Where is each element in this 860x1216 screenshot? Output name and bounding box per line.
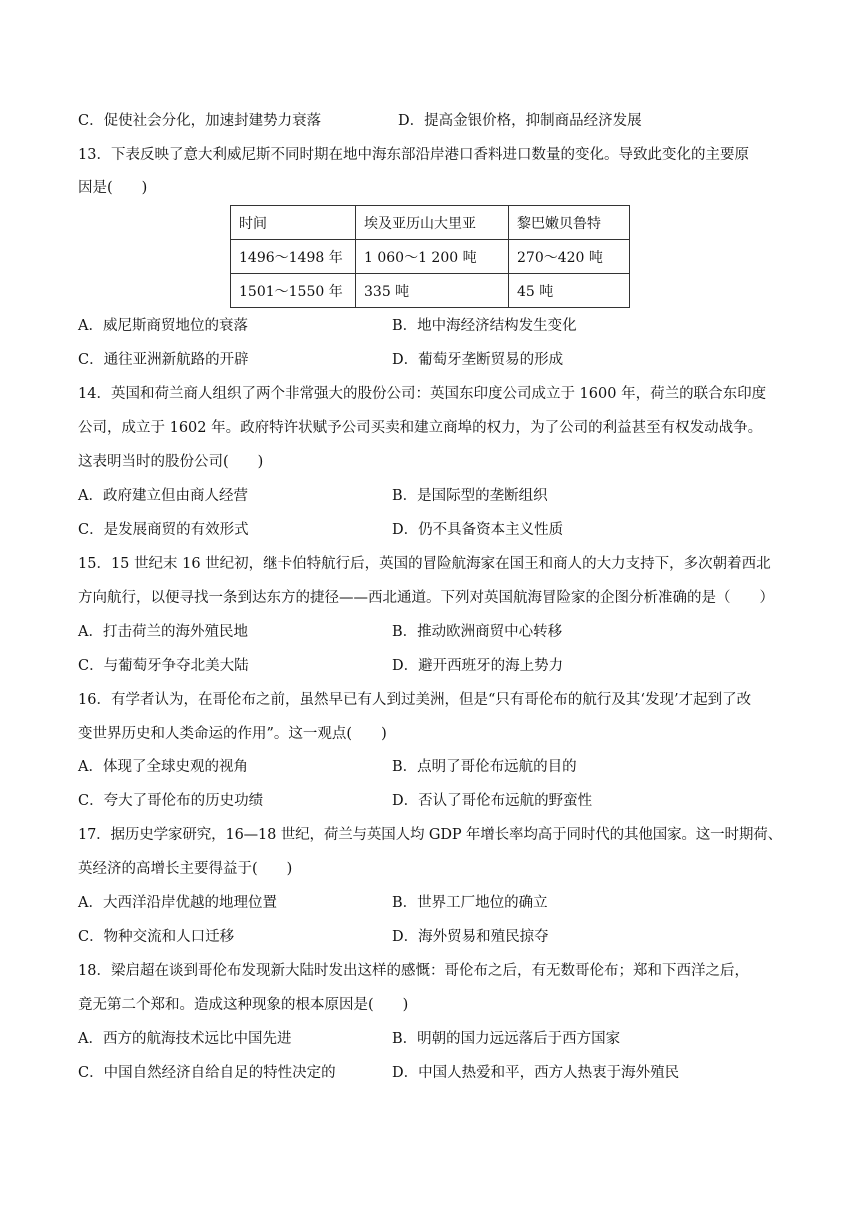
table-header-cell: 黎巴嫩贝鲁特	[509, 206, 630, 240]
q14-option-b: B．是国际型的垄断组织	[392, 488, 548, 504]
q12-option-c: C．促使社会分化，加速封建势力衰落	[78, 113, 322, 129]
q15-option-b: B．推动欧洲商贸中心转移	[392, 624, 563, 640]
q13-option-c: C．通往亚洲新航路的开辟	[78, 352, 249, 368]
q15-option-a: A．打击荷兰的海外殖民地	[78, 624, 248, 640]
q15-option-d: D．避开西班牙的海上势力	[392, 658, 564, 674]
q16-option-a: A．体现了全球史观的视角	[78, 759, 248, 775]
table-header-cell: 时间	[231, 206, 356, 240]
table-cell: 45 吨	[509, 274, 630, 308]
spice-import-table	[230, 205, 630, 308]
q16-option-c: C．夸大了哥伦布的历史功绩	[78, 793, 264, 809]
q14-option-c: C．是发展商贸的有效形式	[78, 522, 249, 538]
q15-stem-line-2: 方向航行，以便寻找一条到达东方的捷径——西北通道。下列对英国航海冒险家的企图分析准确的是（ ）	[78, 590, 774, 606]
table-header-row	[231, 206, 630, 240]
q17-option-a: A．大西洋沿岸优越的地理位置	[78, 895, 277, 911]
q14-option-a: A．政府建立但由商人经营	[78, 488, 248, 504]
q17-option-d: D．海外贸易和殖民掠夺	[392, 929, 549, 945]
q14-option-d: D．仍不具备资本主义性质	[392, 522, 564, 538]
table-row	[231, 240, 630, 274]
table-cell: 270～420 吨	[509, 240, 630, 274]
q13-stem-line-1: 13．下表反映了意大利威尼斯不同时期在地中海东部沿岸港口香料进口数量的变化。导致此变化的主要原	[78, 147, 749, 163]
q15-stem-line-1: 15．15 世纪末 16 世纪初，继卡伯特航行后，英国的冒险航海家在国王和商人的大力支持下，多次朝着西北	[78, 556, 771, 572]
q13-option-d: D．葡萄牙垄断贸易的形成	[392, 352, 564, 368]
q17-option-c: C．物种交流和人口迁移	[78, 929, 235, 945]
q16-option-b: B．点明了哥伦布远航的目的	[392, 759, 577, 775]
q18-option-d: D．中国人热爱和平，西方人热衷于海外殖民	[392, 1065, 680, 1081]
q17-stem-line-1: 17．据历史学家研究，16—18 世纪，荷兰与英国人均 GDP 年增长率均高于同时代的其他国家。这一时期荷、	[78, 827, 783, 843]
q18-stem-line-1: 18．梁启超在谈到哥伦布发现新大陆时发出这样的感慨：哥伦布之后，有无数哥伦布；郑和下西洋之后，	[78, 963, 749, 979]
q12-option-d: D．提高金银价格，抑制商品经济发展	[398, 113, 642, 129]
q14-stem-line-3: 这表明当时的股份公司( )	[78, 454, 264, 470]
q18-stem-line-2: 竟无第二个郑和。造成这种现象的根本原因是( )	[78, 997, 409, 1013]
q16-option-d: D．否认了哥伦布远航的野蛮性	[392, 793, 593, 809]
table-cell: 1496～1498 年	[231, 240, 356, 274]
table-cell: 335 吨	[356, 274, 509, 308]
table-cell: 1501～1550 年	[231, 274, 356, 308]
q18-option-a: A．西方的航海技术远比中国先进	[78, 1031, 292, 1047]
q14-stem-line-1: 14．英国和荷兰商人组织了两个非常强大的股份公司：英国东印度公司成立于 1600 年，荷兰的联合东印度	[78, 386, 767, 402]
table-header-cell: 埃及亚历山大里亚	[356, 206, 509, 240]
q17-stem-line-2: 英经济的高增长主要得益于( )	[78, 861, 293, 877]
table-cell: 1 060～1 200 吨	[356, 240, 509, 274]
q13-stem-line-2: 因是( )	[78, 180, 148, 196]
q13-option-b: B．地中海经济结构发生变化	[392, 318, 577, 334]
q14-stem-line-2: 公司，成立于 1602 年。政府特许状赋予公司买卖和建立商埠的权力，为了公司的利益甚至有权发动战争。	[78, 420, 763, 436]
q13-option-a: A．威尼斯商贸地位的衰落	[78, 318, 248, 334]
table-row	[231, 274, 630, 308]
q18-option-c: C．中国自然经济自给自足的特性决定的	[78, 1065, 336, 1081]
q16-stem-line-2: 变世界历史和人类命运的作用”。这一观点( )	[78, 726, 387, 742]
q17-option-b: B．世界工厂地位的确立	[392, 895, 548, 911]
q15-option-c: C．与葡萄牙争夺北美大陆	[78, 658, 249, 674]
q16-stem-line-1: 16．有学者认为，在哥伦布之前，虽然早已有人到过美洲，但是“只有哥伦布的航行及其‘发现’才起到了改	[78, 692, 752, 708]
q18-option-b: B．明朝的国力远远落后于西方国家	[392, 1031, 621, 1047]
